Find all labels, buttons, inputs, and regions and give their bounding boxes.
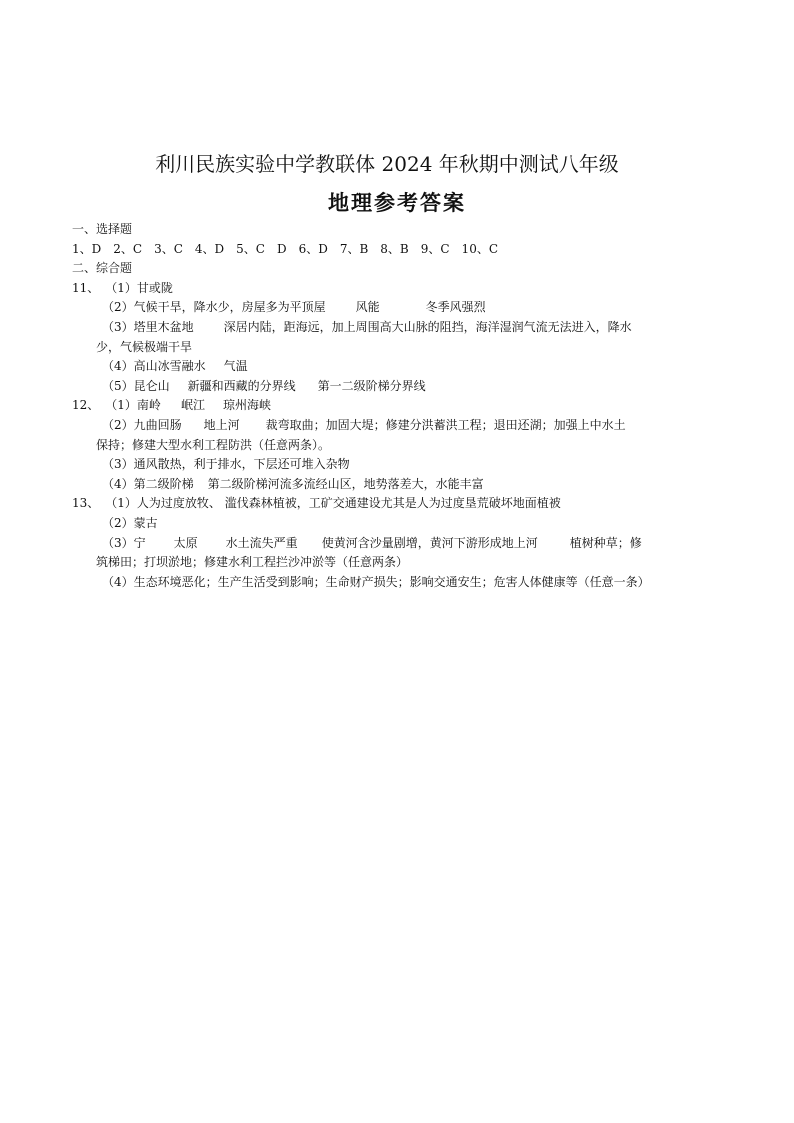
q11-part4-label: （4） [102, 359, 134, 374]
q11-part2-label: （2） [102, 300, 134, 315]
q11-part5-answer-a: 昆仑山 [133, 378, 170, 393]
q12-part4-label: （4） [102, 476, 134, 491]
q13-part4-label: （4） [102, 574, 134, 589]
q13-part3-answer-e: 植树种草；修 [569, 535, 642, 550]
q12-part1 [72, 396, 712, 416]
q13-part1 [72, 494, 712, 514]
q11-part3-answer-a: 塔里木盆地 [133, 319, 194, 334]
q11-part5-answer-b: 新疆和西藏的分界线 [187, 378, 296, 393]
q11-part2-answer-b: 风能 [355, 300, 380, 315]
q12-part4-answer-a: 第二级阶梯 [133, 476, 194, 491]
q11-part5-answer-c: 第一二级阶梯分界线 [317, 378, 426, 393]
synthesis-heading: 二、综合题 [72, 261, 133, 276]
q11-part4-answer-b: 气温 [223, 359, 248, 374]
choice-answers: 1、D 2、C 3、C 4、D 5、C D 6、D 7、B 8、B 9、C 10、C [72, 241, 499, 256]
q11-part5 [72, 377, 712, 397]
q12-part1-answer-b: 岷江 [180, 398, 205, 413]
q12-part1-answer-a: 南岭 [136, 398, 161, 413]
q12-part2-answer-a: 九曲回肠 [133, 417, 182, 432]
q12-part4 [72, 475, 712, 495]
q12-part2 [72, 416, 712, 436]
q11-number: 11、 [72, 280, 100, 295]
q12-number: 12、 [72, 398, 100, 413]
q13-number: 13、 [72, 496, 100, 511]
q12-part2-answer-c: 裁弯取曲；加固大堤；修建分洪蓄洪工程；退田还湖；加强上中水土 [265, 417, 626, 432]
q12-part2-answer-b: 地上河 [203, 417, 240, 432]
q11-part2 [72, 298, 712, 318]
q13-part3-answer-d: 使黄河含沙量剧增，黄河下游形成地上河 [321, 535, 538, 550]
q13-part3-answer-a: 宁 [133, 535, 146, 550]
q11-part3-label: （3） [102, 319, 134, 334]
q11-part2-answer-c: 冬季风强烈 [425, 300, 486, 315]
q11-part4-answer-a: 高山冰雪融水 [133, 359, 206, 374]
q13-part3-label: （3） [102, 535, 134, 550]
q13-part3-answer-b: 太原 [173, 535, 198, 550]
q13-part3-answer-c: 水土流失严重 [225, 535, 298, 550]
q12-part2-label: （2） [102, 417, 134, 432]
document-title: 地理参考答案 [328, 191, 466, 215]
q13-part4-answer: 生态环境恶化；生产生活受到影响；生命财产损失；影响交通安生；危害人体健康等（任意一条） [133, 574, 650, 589]
q13-part1-label: （1） [105, 496, 137, 511]
q11-part3-answer-b: 深居内陆，距海远，加上周围高大山脉的阻挡，海洋湿润气流无法进入，降水 [223, 319, 632, 334]
page-header [0, 148, 794, 217]
q13-part3 [72, 534, 712, 554]
q12-part3-answer: 通风散热，利于排水，下层还可堆入杂物 [133, 457, 350, 472]
q12-part2-cont: 保持；修建大型水利工程防洪（任意两条）。 [96, 437, 331, 452]
q13-part2-label: （2） [102, 515, 134, 530]
q13-part2 [72, 514, 712, 534]
q11-part3-cont: 少，气候极端干旱 [96, 339, 193, 354]
q12-part4-answer-b: 第二级阶梯河流多流经山区，地势落差大，水能丰富 [207, 476, 484, 491]
q11-part3 [72, 318, 712, 338]
q12-part1-answer-c: 琼州海峡 [222, 398, 271, 413]
q11-part1-answer: 甘或陇 [136, 280, 173, 295]
q12-part3-label: （3） [102, 457, 134, 472]
q13-part3-cont: 筑梯田；打坝淤地；修建水利工程拦沙冲淤等（任意两条） [96, 555, 409, 570]
exam-title: 利川民族实验中学教联体 2024 年秋期中测试八年级 [155, 152, 619, 176]
q11-part4 [72, 357, 712, 377]
q11-part2-answer-a: 气候干旱，降水少，房屋多为平顶屋 [133, 300, 326, 315]
q13-part1-answer: 人为过度放牧、 滥伐森林植被，工矿交通建设尤其是人为过度垦荒破坏地面植被 [136, 496, 561, 511]
q11-part5-label: （5） [102, 378, 134, 393]
answer-content [72, 220, 712, 592]
choice-heading: 一、选择题 [72, 222, 133, 236]
q12-part1-label: （1） [105, 398, 137, 413]
q13-part2-answer: 蒙古 [133, 515, 158, 530]
q11-part1 [72, 279, 712, 299]
q11-part1-label: （1） [105, 280, 137, 295]
q12-part3 [72, 455, 712, 475]
q13-part4 [72, 573, 712, 593]
